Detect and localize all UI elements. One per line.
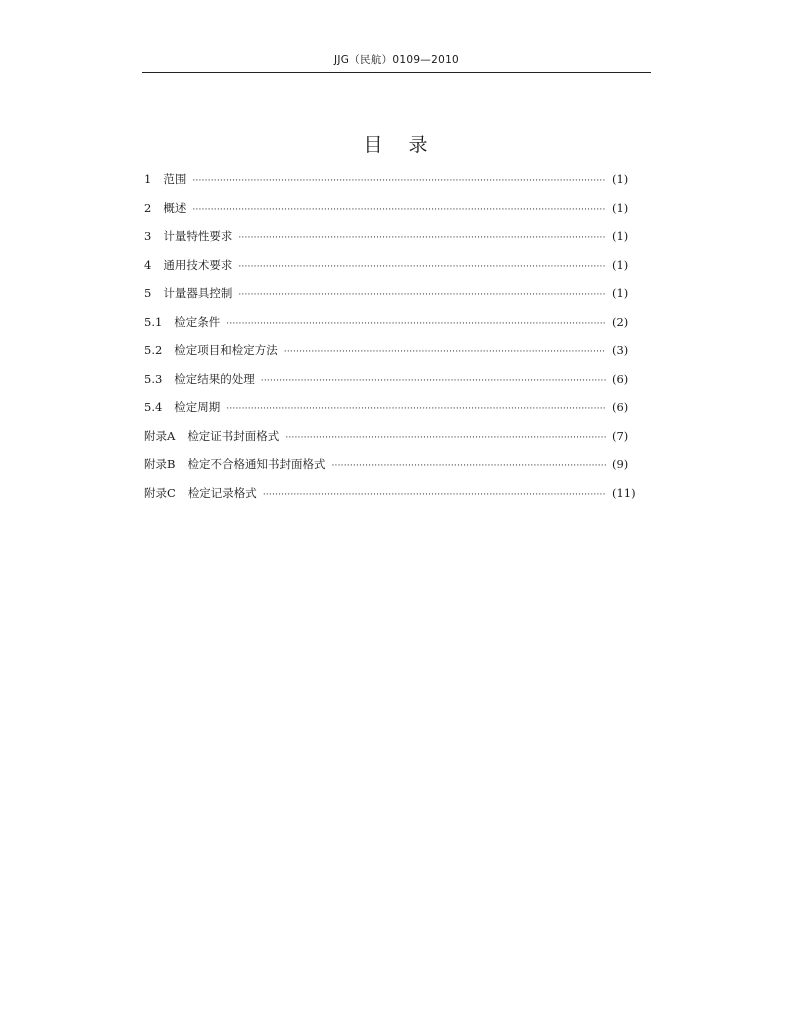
document-code: JJG（民航）0109—2010 [333,54,460,66]
toc-entry[interactable] [144,427,636,456]
dot-leader [331,457,606,475]
toc-entry-label: 检定周期 [174,400,221,415]
dot-leader [263,486,606,504]
toc-entry-page: (1) [612,257,629,272]
toc-entry-number: 5 [144,286,152,301]
toc-entry-number: 5.3 [144,371,163,386]
toc-entry[interactable] [144,370,636,399]
toc-entry-number: 5.4 [144,400,163,415]
dot-leader [238,229,606,247]
toc-entry-label: 通用技术要求 [163,257,233,272]
toc-entry[interactable] [144,484,636,513]
toc-entry-page: (1) [612,172,629,186]
dot-leader [238,286,606,304]
dot-leader [284,343,606,361]
toc-entry-label: 检定不合格通知书封面格式 [187,457,326,472]
dot-leader [261,372,606,390]
toc-entry-page: (6) [612,400,629,415]
toc-entry[interactable] [144,455,636,484]
toc-entry-number: 5.1 [144,314,163,329]
toc-entry-label: 检定证书封面格式 [187,428,280,443]
toc-entry-number: 1 [144,172,152,186]
dot-leader [192,172,606,190]
dot-leader [226,315,606,333]
dot-leader [226,400,606,418]
toc-entry-label: 概述 [163,200,187,215]
toc-entry[interactable] [144,341,636,370]
toc-entry-page: (1) [612,229,629,244]
toc-entry[interactable] [144,398,636,427]
toc-entry-label: 范围 [163,172,187,186]
dot-leader [238,258,606,276]
toc-entry[interactable] [144,170,636,199]
toc-entry-number: 附录B [144,457,176,472]
toc-entry-label: 计量特性要求 [163,229,233,244]
running-header [142,52,651,73]
toc-entry-number: 4 [144,257,152,272]
table-of-contents [144,170,636,513]
toc-title: 目录 [363,134,454,156]
toc-entry-label: 计量器具控制 [163,286,233,301]
toc-entry-page: (6) [612,371,629,386]
toc-entry-label: 检定条件 [174,314,221,329]
toc-entry-page: (1) [612,286,629,301]
toc-entry-label: 检定项目和检定方法 [174,343,278,358]
toc-entry-page: (3) [612,343,629,358]
toc-entry-number: 2 [144,200,152,215]
toc-entry-page: (9) [612,457,629,472]
toc-entry-label: 检定结果的处理 [174,371,255,386]
toc-entry[interactable] [144,199,636,228]
toc-entry-page: (1) [612,200,629,215]
toc-entry-label: 检定记录格式 [187,486,257,501]
toc-entry[interactable] [144,227,636,256]
toc-entry-number: 附录A [144,428,176,443]
toc-entry-page: (7) [612,428,629,443]
toc-entry-number: 3 [144,229,152,244]
toc-entry-number: 5.2 [144,343,163,358]
dot-leader [285,429,606,447]
toc-entry-number: 附录C [144,486,176,501]
toc-entry[interactable] [144,313,636,342]
toc-entry-page: (2) [612,314,629,329]
toc-entry-page: (11) [612,486,636,501]
dot-leader [192,201,606,219]
toc-entry[interactable] [144,284,636,313]
toc-entry[interactable] [144,256,636,285]
